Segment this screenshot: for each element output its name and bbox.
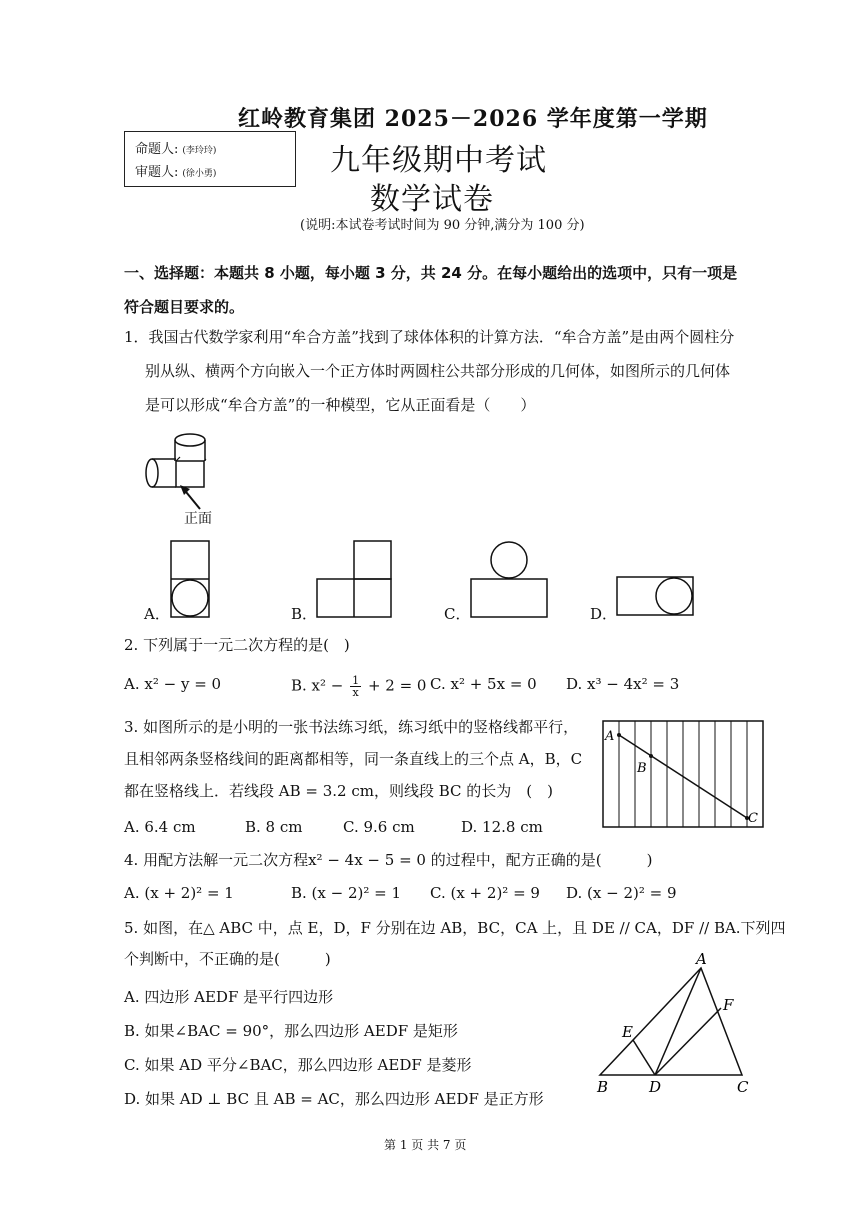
q3-option-c[interactable]: C. 9.6 cm bbox=[343, 818, 415, 836]
q5-option-c[interactable]: C. 如果 AD 平分∠BAC，那么四边形 AEDF 是菱形 bbox=[124, 1056, 472, 1074]
q3-point-c: C bbox=[748, 811, 758, 826]
q2-option-a[interactable]: A. x² − y = 0 bbox=[124, 675, 222, 693]
q2-frac-num: 1 bbox=[352, 674, 360, 687]
q5-point-e: E bbox=[622, 1023, 633, 1041]
q2-stem: 2. 下列属于一元二次方程的是( ) bbox=[124, 636, 350, 654]
q1-solid-figure bbox=[140, 425, 230, 505]
q3-grid-paper-figure bbox=[602, 720, 764, 828]
q1-line1: 1．我国古代数学家利用“牟合方盖”找到了球体体积的计算方法．“牟合方盖”是由两个圆柱分 bbox=[124, 328, 735, 346]
exam-note: (说明:本试卷考试时间为 90 分钟,满分为 100 分) bbox=[300, 218, 585, 233]
q3-option-a[interactable]: A. 6.4 cm bbox=[124, 818, 196, 836]
q1-line3: 是可以形成“牟合方盖”的一种模型，它从正面看是（ ） bbox=[145, 396, 536, 414]
q2-option-c[interactable]: C. x² + 5x = 0 bbox=[430, 675, 537, 693]
q3-line1: 3. 如图所示的是小明的一张书法练习纸，练习纸中的竖格线都平行， bbox=[124, 718, 579, 736]
author-box bbox=[124, 131, 296, 187]
q5-point-c: C bbox=[737, 1078, 749, 1096]
q5-point-b: B bbox=[597, 1078, 609, 1096]
page-number: 第 1 页 共 7 页 bbox=[384, 1138, 467, 1152]
subject-title: 数学试卷 bbox=[370, 182, 494, 217]
q1-front-label: 正面 bbox=[184, 511, 212, 527]
q1-option-a-view bbox=[170, 540, 210, 618]
reviewer-name: (徐小勇) bbox=[182, 169, 217, 179]
author-line bbox=[135, 138, 216, 157]
q2-option-b-post: + 2 = 0 bbox=[367, 676, 427, 695]
reviewer-line bbox=[135, 161, 216, 180]
exam-title: 九年级期中考试 bbox=[330, 143, 547, 178]
q5-option-a[interactable]: A. 四边形 AEDF 是平行四边形 bbox=[124, 988, 334, 1006]
q4-option-b[interactable]: B. (x − 2)² = 1 bbox=[291, 884, 402, 902]
q5-point-f: F bbox=[723, 996, 734, 1014]
q5-option-b[interactable]: B. 如果∠BAC = 90°，那么四边形 AEDF 是矩形 bbox=[124, 1022, 458, 1040]
q3-point-a: A bbox=[605, 729, 615, 744]
q2-option-b-pre: B. x² − bbox=[291, 676, 344, 695]
q5-option-d[interactable]: D. 如果 AD ⊥ BC 且 AB = AC，那么四边形 AEDF 是正方形 bbox=[124, 1090, 544, 1108]
q5-triangle-figure bbox=[595, 950, 760, 1100]
q1-option-c-view bbox=[470, 540, 548, 618]
q1-option-d[interactable]: D． bbox=[590, 605, 618, 623]
author-name: (李玲玲) bbox=[182, 146, 217, 156]
org-title: 红岭教育集团 2025－2026 学年度第一学期 bbox=[238, 106, 708, 132]
q4-option-a[interactable]: A. (x + 2)² = 1 bbox=[124, 884, 234, 902]
q5-line1: 5. 如图，在△ ABC 中，点 E，D，F 分别在边 AB，BC，CA 上，且 DE // CA，DF // BA.下列四 bbox=[124, 919, 786, 937]
q4-stem: 4. 用配方法解一元二次方程x² − 4x − 5 = 0 的过程中，配方正确的是( ) bbox=[124, 851, 653, 869]
q3-line3: 都在竖格线上．若线段 AB = 3.2 cm，则线段 BC 的长为 ( ) bbox=[124, 782, 553, 800]
q3-point-b: B bbox=[637, 761, 647, 776]
section-title: 一、选择题：本题共 8 小题，每小题 3 分，共 24 分。在每小题给出的选项中，只有一项是符合题目要求的。 bbox=[124, 264, 738, 316]
author-label: 命题人: bbox=[135, 142, 179, 157]
q3-line2: 且相邻两条竖格线间的距离都相等，同一条直线上的三个点 A，B，C bbox=[124, 750, 583, 768]
q2-fraction bbox=[350, 675, 361, 698]
q5-point-d: D bbox=[649, 1078, 662, 1096]
q2-option-b[interactable] bbox=[291, 675, 426, 698]
q2-option-d[interactable]: D. x³ − 4x² = 3 bbox=[566, 675, 680, 693]
reviewer-label: 审题人: bbox=[135, 165, 179, 180]
q1-option-d-view bbox=[616, 576, 694, 616]
q4-option-c[interactable]: C. (x + 2)² = 9 bbox=[430, 884, 540, 902]
q1-option-b-view bbox=[316, 540, 392, 618]
q5-line2: 个判断中，不正确的是( ) bbox=[124, 950, 331, 968]
q1-option-a[interactable]: A． bbox=[144, 605, 170, 623]
q3-option-d[interactable]: D. 12.8 cm bbox=[461, 818, 543, 836]
q5-point-a: A bbox=[696, 950, 707, 968]
q1-option-c[interactable]: C． bbox=[444, 605, 471, 623]
q3-option-b[interactable]: B. 8 cm bbox=[245, 818, 303, 836]
q1-option-b[interactable]: B． bbox=[291, 605, 318, 623]
q1-line2: 别从纵、横两个方向嵌入一个正方体时两圆柱公共部分形成的几何体，如图所示的几何体 bbox=[145, 362, 731, 380]
q4-option-d[interactable]: D. (x − 2)² = 9 bbox=[566, 884, 677, 902]
q2-frac-den: x bbox=[352, 686, 359, 699]
